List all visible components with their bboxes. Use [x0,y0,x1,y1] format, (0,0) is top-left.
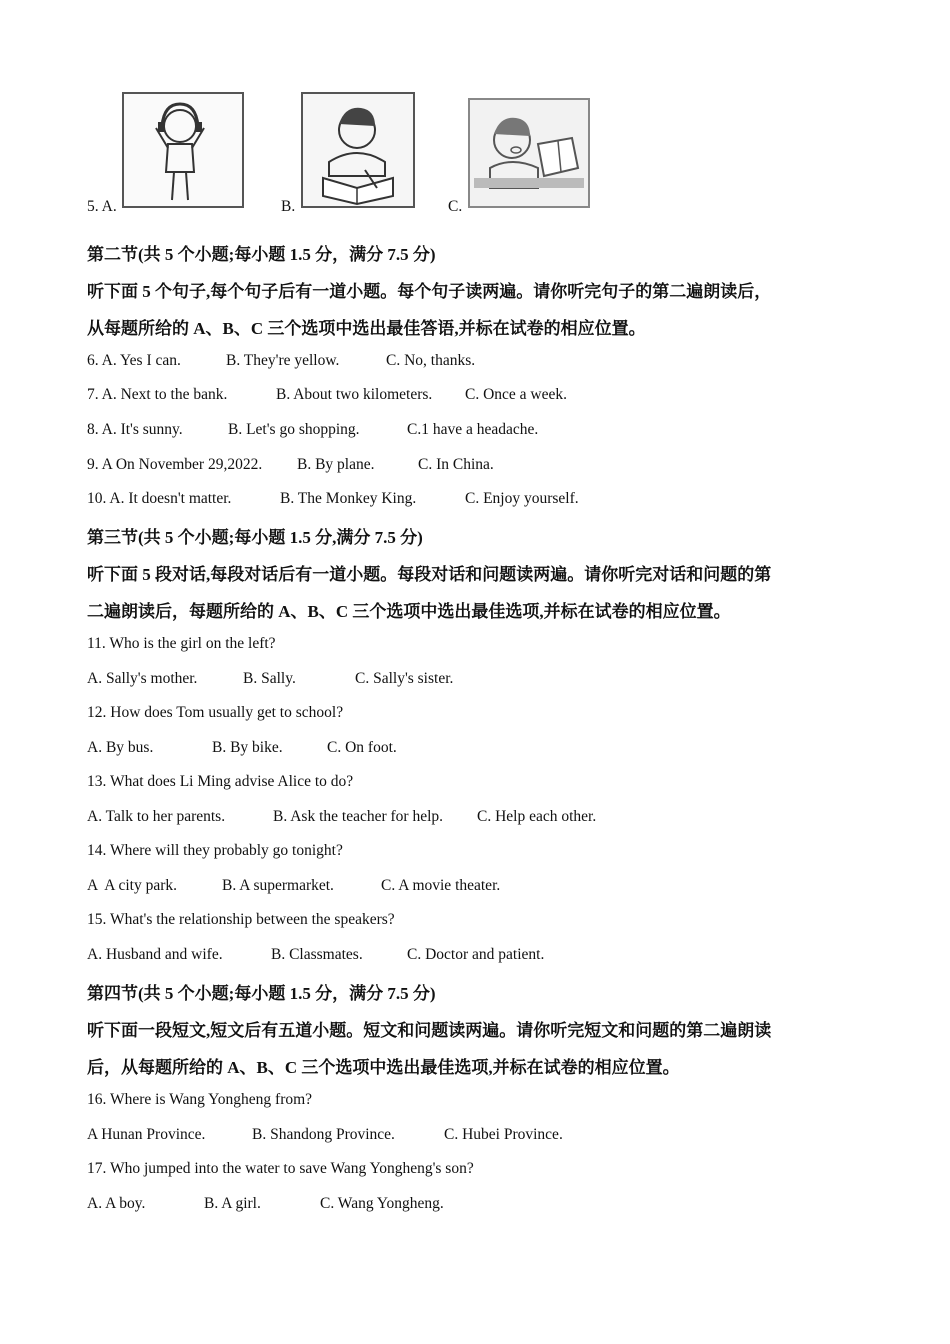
question-11-option-c[interactable]: C. Sally's sister. [355,670,454,687]
question-12-option-c[interactable]: C. On foot. [327,739,397,756]
question-15-option-c[interactable]: C. Doctor and patient. [407,946,545,963]
question-9-option-a[interactable]: 9. A On November 29,2022. [87,456,263,473]
question-10-option-b[interactable]: B. The Monkey King. [280,490,417,507]
question-8-option-a[interactable]: 8. A. It's sunny. [87,421,183,438]
section3-heading: 第三节(共 5 个小题;每小题 1.5 分,满分 7.5 分) [87,528,423,547]
question-11-text: 11. Who is the girl on the left? [87,635,276,652]
question-10-option-a[interactable]: 10. A. It doesn't matter. [87,490,232,507]
question-9-option-b[interactable]: B. By plane. [297,456,375,473]
boy-writing-picture [301,92,415,210]
question-6-option-b[interactable]: B. They're yellow. [226,352,340,369]
question-15-option-b[interactable]: B. Classmates. [271,946,363,963]
question-12-option-b[interactable]: B. By bike. [212,739,283,756]
question-14-option-b[interactable]: B. A supermarket. [222,877,334,894]
boy-reading-picture [468,98,592,212]
question-14-option-c[interactable]: C. A movie theater. [381,877,501,894]
question-12-option-a[interactable]: A. By bus. [87,739,154,756]
question-7-option-b[interactable]: B. About two kilometers. [276,386,433,403]
question-17-option-b[interactable]: B. A girl. [204,1195,261,1212]
question-14-option-a[interactable]: A A city park. [87,877,177,894]
question-12-text: 12. How does Tom usually get to school? [87,704,344,721]
question-11-option-b[interactable]: B. Sally. [243,670,296,687]
question-17-option-c[interactable]: C. Wang Yongheng. [320,1195,444,1212]
question-10-option-c[interactable]: C. Enjoy yourself. [465,490,579,507]
question-13-text: 13. What does Li Ming advise Alice to do? [87,773,354,790]
q5-option-c-label: C. [448,198,463,215]
question-8-option-c[interactable]: C.1 have a headache. [407,421,539,438]
question-6-option-c[interactable]: C. No, thanks. [386,352,476,369]
section2-heading: 第二节(共 5 个小题;每小题 1.5 分，满分 7.5 分) [87,245,436,264]
question-14-text: 14. Where will they probably go tonight? [87,842,343,859]
q5-option-b-label: B. [281,198,296,215]
question-16-option-c[interactable]: C. Hubei Province. [444,1126,563,1143]
question-17-option-a[interactable]: A. A boy. [87,1195,146,1212]
question-16-option-b[interactable]: B. Shandong Province. [252,1126,395,1143]
section2-instruction-2: 从每题所给的 A、B、C 三个选项中选出最佳答语,并标在试卷的相应位置。 [87,319,646,338]
question-7-option-a[interactable]: 7. A. Next to the bank. [87,386,228,403]
question-13-option-b[interactable]: B. Ask the teacher for help. [273,808,444,825]
question-7-option-c[interactable]: C. Once a week. [465,386,567,403]
section4-instruction-2: 后，从每题所给的 A、B、C 三个选项中选出最佳选项,并标在试卷的相应位置。 [87,1058,680,1077]
section2-instruction-1: 听下面 5 个句子,每个句子后有一道小题。每个句子读两遍。请你听完句子的第二遍朗读后， [87,282,772,301]
question-11-option-a[interactable]: A. Sally's mother. [87,670,198,687]
question-15-text: 15. What's the relationship between the speakers? [87,911,395,928]
question-13-option-a[interactable]: A. Talk to her parents. [87,808,226,825]
question-17-text: 17. Who jumped into the water to save Wang Yongheng's son? [87,1160,474,1177]
section4-heading: 第四节(共 5 个小题;每小题 1.5 分，满分 7.5 分) [87,984,436,1003]
question-13-option-c[interactable]: C. Help each other. [477,808,597,825]
question-16-option-a[interactable]: A Hunan Province. [87,1126,206,1143]
question-8-option-b[interactable]: B. Let's go shopping. [228,421,360,438]
section3-instruction-2: 二遍朗读后，每题所给的 A、B、C 三个选项中选出最佳选项,并标在试卷的相应位置。 [87,602,731,621]
question-9-option-c[interactable]: C. In China. [418,456,494,473]
question-6-option-a[interactable]: 6. A. Yes I can. [87,352,181,369]
section4-instruction-1: 听下面一段短文,短文后有五道小题。短文和问题读两遍。请你听完短文和问题的第二遍朗读 [87,1021,772,1040]
girl-headphones-picture [122,92,244,210]
question-16-text: 16. Where is Wang Yongheng from? [87,1091,313,1108]
section3-instruction-1: 听下面 5 段对话,每段对话后有一道小题。每段对话和问题读两遍。请你听完对话和问题的第 [87,565,772,584]
q5-option-a-label: 5. A. [87,198,117,215]
question-15-option-a[interactable]: A. Husband and wife. [87,946,223,963]
